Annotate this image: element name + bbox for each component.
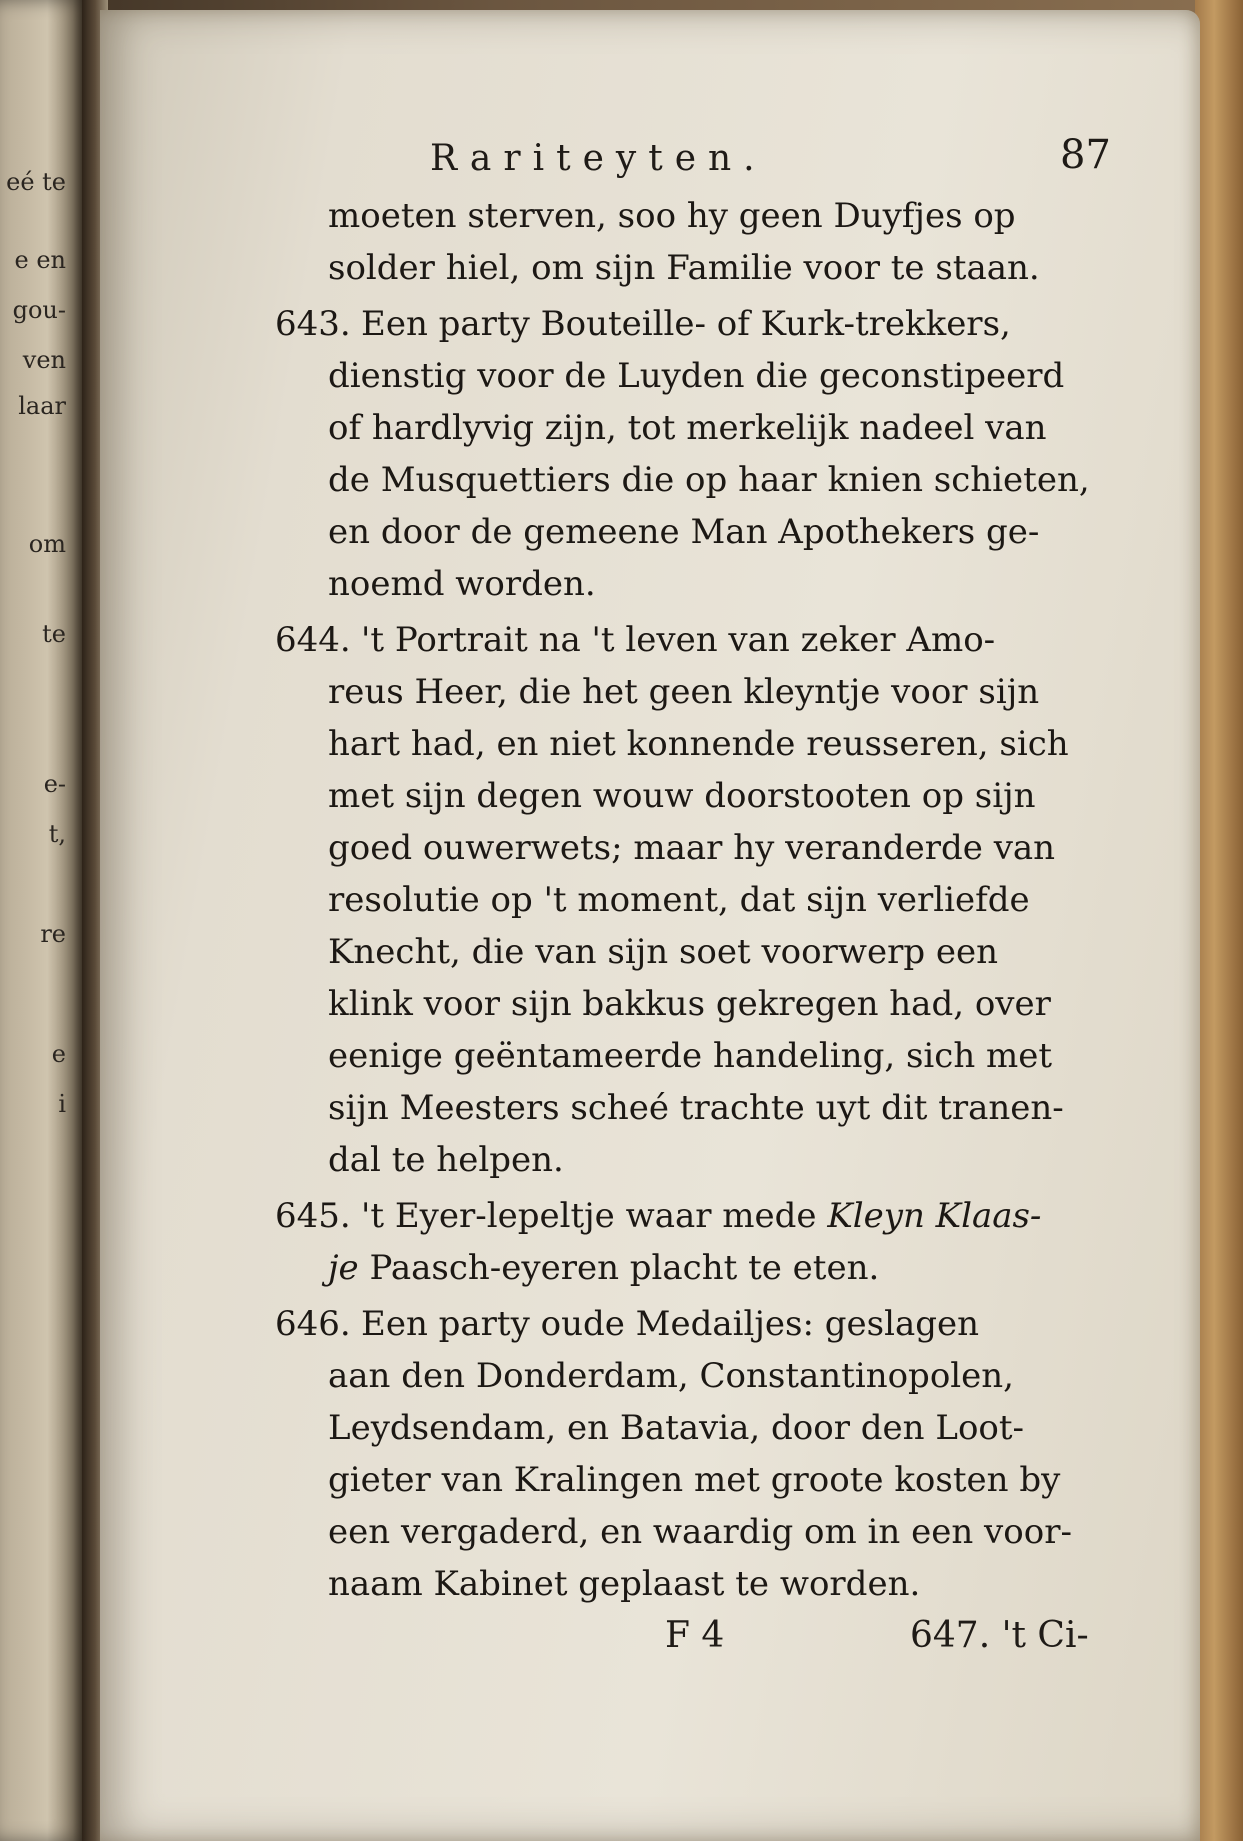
text-line: goed ouwerwets; maar hy veranderde van — [328, 828, 1056, 868]
entry-645 — [275, 1190, 1135, 1294]
signature-mark: F 4 — [665, 1615, 725, 1656]
text-line: met sijn degen wouw doorstooten op sijn — [328, 776, 1036, 816]
text-line — [275, 1242, 1135, 1294]
left-page-fragment: e- — [43, 770, 66, 798]
book-edge — [1195, 0, 1243, 1841]
left-page-fragment: om — [28, 530, 66, 558]
entry-text: Een party Bouteille- of Kurk-trekkers, — [361, 304, 1011, 344]
running-title: Rariteyten. — [430, 138, 767, 179]
right-page — [100, 10, 1200, 1841]
text-line: dal te helpen. — [328, 1140, 564, 1180]
text-line: sijn Meesters scheé trachte uyt dit tranen- — [328, 1088, 1064, 1128]
entry-text-italic: je — [328, 1248, 359, 1288]
text-line: resolutie op 't moment, dat sijn verliefde — [328, 880, 1030, 920]
entry-first-line — [275, 1298, 1135, 1350]
text-line: en door de gemeene Man Apothekers ge- — [328, 512, 1040, 552]
text-line: moeten sterven, soo hy geen Duyfjes op — [328, 196, 1016, 236]
entry-first-line — [275, 1190, 1135, 1242]
text-line: of hardlyvig zijn, tot merkelijk nadeel van — [328, 408, 1047, 448]
entry-644 — [275, 614, 1135, 1186]
left-page-fragment: eé te — [6, 168, 66, 196]
entry-text: 't Portrait na 't leven van zeker Amo- — [361, 620, 996, 660]
text-line: solder hiel, om sijn Familie voor te staan. — [328, 248, 1040, 288]
entry-first-line — [275, 614, 1135, 666]
text-line: een vergaderd, en waardig om in een voor- — [328, 1512, 1072, 1552]
left-page-fragment: t, — [48, 820, 66, 848]
left-page-fragment: e — [51, 1040, 66, 1068]
entry-646 — [275, 1298, 1135, 1610]
text-line: klink voor sijn bakkus gekregen had, over — [328, 984, 1051, 1024]
text-line: Knecht, die van sijn soet voorwerp een — [328, 932, 999, 972]
left-page-fragment: re — [40, 920, 66, 948]
left-page-fragment: e en — [14, 246, 66, 274]
text-line: noemd worden. — [328, 564, 596, 604]
page-number: 87 — [1060, 132, 1111, 178]
entry-text-italic: Kleyn Klaas- — [827, 1196, 1042, 1236]
catchword: 647. 't Ci- — [910, 1615, 1089, 1656]
left-page-fragment: laar — [18, 392, 66, 420]
text-line: dienstig voor de Luyden die geconstipeerd — [328, 356, 1065, 396]
entry-first-line — [275, 298, 1135, 350]
page-body — [275, 190, 1135, 1610]
text-line: Leydsendam, en Batavia, door den Loot- — [328, 1408, 1025, 1448]
entry-number: 646. — [275, 1304, 351, 1344]
entry-number: 644. — [275, 620, 351, 660]
text-line: eenige geëntameerde handeling, sich met — [328, 1036, 1053, 1076]
entry-text: 't Eyer-lepeltje waar mede — [361, 1196, 828, 1236]
left-page-fragment: ven — [22, 346, 66, 374]
text-line: gieter van Kralingen met groote kosten by — [328, 1460, 1061, 1500]
entry-number: 643. — [275, 304, 351, 344]
entry-643 — [275, 298, 1135, 610]
text-line: aan den Donderdam, Constantinopolen, — [328, 1356, 1014, 1396]
text-line: reus Heer, die het geen kleyntje voor sijn — [328, 672, 1040, 712]
entry-text: Een party oude Medailjes: geslagen — [361, 1304, 980, 1344]
text-line: hart had, en niet konnende reusseren, sich — [328, 724, 1069, 764]
text-line: de Musquettiers die op haar knien schieten, — [328, 460, 1090, 500]
entry-text: Paasch-eyeren placht te eten. — [358, 1248, 880, 1288]
left-facing-page — [0, 0, 86, 1841]
left-page-fragment: te — [42, 620, 66, 648]
left-page-fragment: i — [58, 1090, 66, 1118]
left-page-fragment: gou- — [12, 296, 66, 324]
entry-number: 645. — [275, 1196, 351, 1236]
text-line: naam Kabinet geplaast te worden. — [328, 1564, 921, 1604]
